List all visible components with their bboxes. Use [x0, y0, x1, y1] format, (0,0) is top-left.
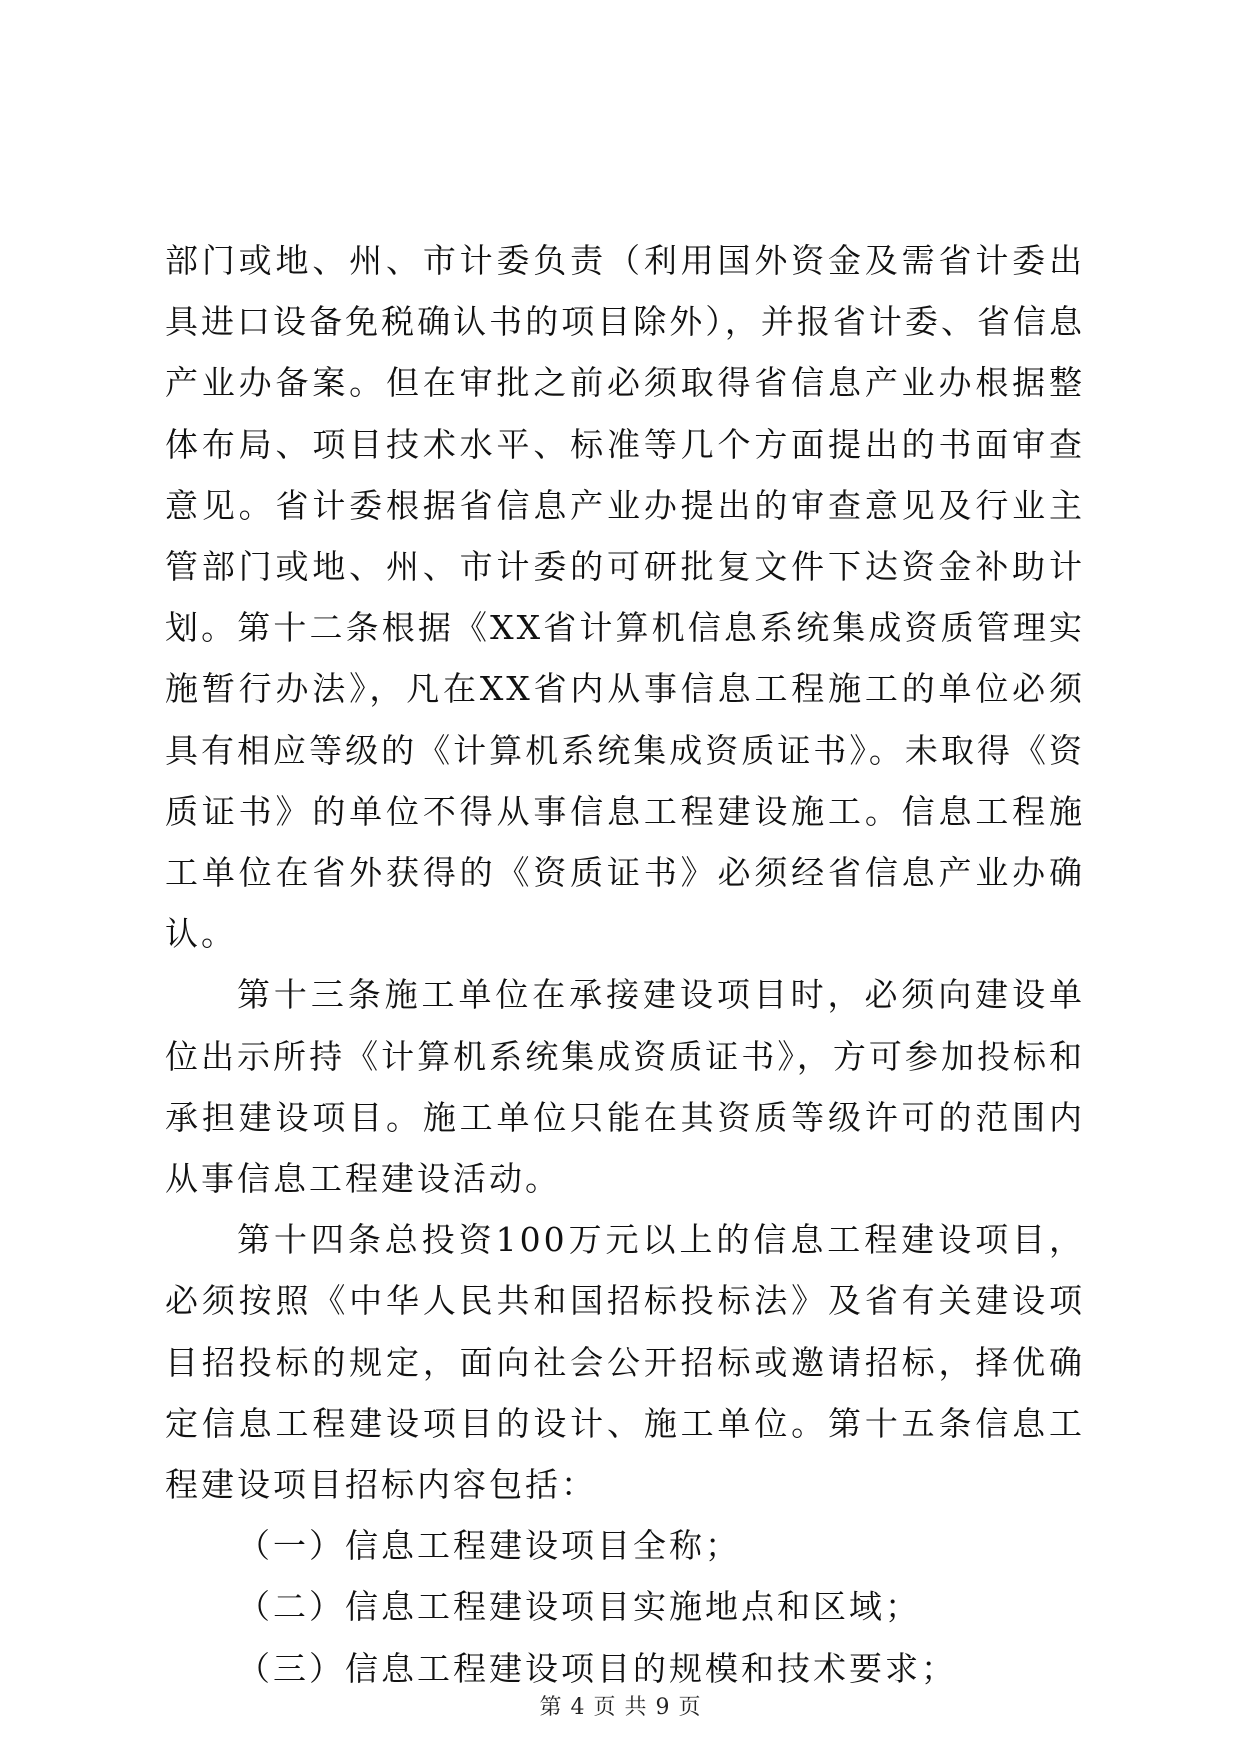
- page-number-footer: 第 4 页 共 9 页: [539, 1695, 702, 1720]
- paragraph-article-13: 第十三条施工单位在承接建设项目时，必须向建设单位出示所持《计算机系统集成资质证书》，方可参加投标和承担建设项目。施工单位只能在其资质等级许可的范围内从事信息工程建设活动。: [165, 975, 1085, 1199]
- document-body: [165, 230, 1085, 1699]
- list-item-3: （三）信息工程建设项目的规模和技术要求；: [237, 1648, 957, 1688]
- list-item-1: （一）信息工程建设项目全称；: [237, 1526, 741, 1566]
- list-item-2: （二）信息工程建设项目实施地点和区域；: [237, 1587, 921, 1627]
- paragraph-article-14: 第十四条总投资100万元以上的信息工程建设项目，必须按照《中华人民共和国招标投标法》及省有关建设项目招投标的规定，面向社会公开招标或邀请招标，择优确定信息工程建设项目的设计、施工单位。第十五条信息工程建设项目招标内容包括：: [165, 1220, 1085, 1505]
- paragraph-continuation: 部门或地、州、市计委负责（利用国外资金及需省计委出具进口设备免税确认书的项目除外），并报省计委、省信息产业办备案。但在审批之前必须取得省信息产业办根据整体布局、项目技术水平、标准等几个方面提出的书面审查意见。省计委根据省信息产业办提出的审查意见及行业主管部门或地、州、市计委的可研批复文件下达资金补助计划。第十二条根据《XX省计算机信息系统集成资质管理实施暂行办法》，凡在XX省内从事信息工程施工的单位必须具有相应等级的《计算机系统集成资质证书》。未取得《资质证书》的单位不得从事信息工程建设施工。信息工程施工单位在省外获得的《资质证书》必须经省信息产业办确认。: [165, 241, 1085, 954]
